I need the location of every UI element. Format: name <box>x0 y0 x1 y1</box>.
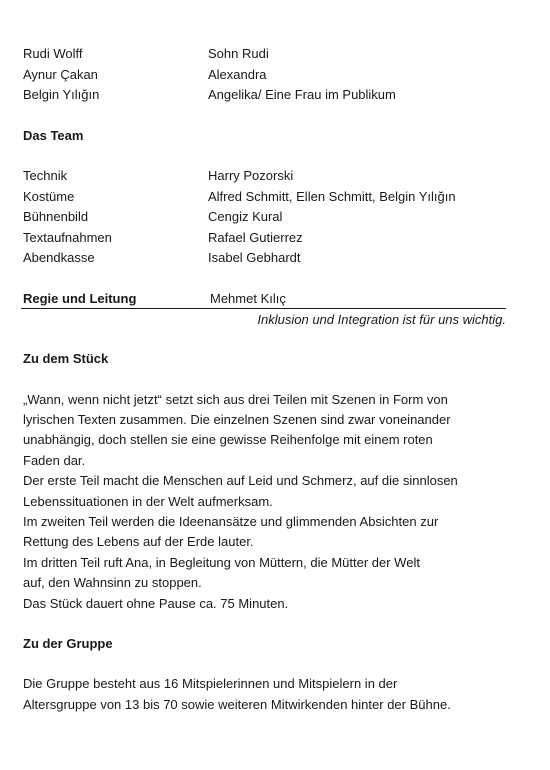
direction-row <box>21 289 506 310</box>
text-line: Lebenssituationen in der Welt aufmerksam. <box>23 493 273 509</box>
team-names: Alfred Schmitt, Ellen Schmitt, Belgin Yılığın <box>208 188 456 204</box>
text-line: Der erste Teil macht die Menschen auf Leid und Schmerz, auf die sinnlosen <box>23 473 458 489</box>
inclusion-note: Inklusion und Integration ist für uns wichtig. <box>257 312 506 327</box>
text-line: Im zweiten Teil werden die Ideenansätze und glimmenden Absichten zur <box>23 513 439 529</box>
cast-role: Sohn Rudi <box>208 46 269 61</box>
team-function: Abendkasse <box>23 250 95 265</box>
team-row <box>23 248 526 269</box>
team-function: Bühnenbild <box>23 209 89 224</box>
text-line: Rettung des Lebens auf der Erde lauter. <box>23 534 254 550</box>
text-line: Altersgruppe von 13 bis 70 sowie weiteren Mitwirkenden hinter der Bühne. <box>23 696 451 712</box>
team-row <box>23 187 526 208</box>
cast-list <box>23 44 526 106</box>
text-line: Das Stück dauert ohne Pause ca. 75 Minuten. <box>23 595 289 611</box>
direction-name: Mehmet Kılıç <box>210 290 286 306</box>
text-line: auf, den Wahnsinn zu stoppen. <box>23 575 202 591</box>
team-names: Rafael Gutierrez <box>208 229 303 245</box>
cast-row <box>23 44 526 65</box>
text-line: Die Gruppe besteht aus 16 Mitspielerinnen und Mitspielern in der <box>23 676 398 692</box>
team-row <box>23 166 526 187</box>
cast-role: Angelika/ Eine Frau im Publikum <box>208 87 396 102</box>
cast-actor: Rudi Wolff <box>23 46 83 61</box>
cast-actor: Belgin Yılığın <box>23 87 100 102</box>
team-function: Technik <box>23 168 68 183</box>
play-heading: Zu dem Stück <box>23 351 109 366</box>
team-heading: Das Team <box>23 127 84 143</box>
team-names: Isabel Gebhardt <box>208 250 301 265</box>
cast-role: Alexandra <box>208 66 267 82</box>
text-line: „Wann, wenn nicht jetzt“ setzt sich aus drei Teilen mit Szenen in Form von <box>23 391 448 407</box>
cast-row <box>23 65 526 86</box>
direction-label: Regie und Leitung <box>23 290 137 306</box>
text-line: Faden dar. <box>23 452 86 468</box>
team-row <box>23 207 526 228</box>
group-heading: Zu der Gruppe <box>23 635 113 651</box>
text-line: Im dritten Teil ruft Ana, in Begleitung von Müttern, die Mütter der Welt <box>23 554 420 570</box>
cast-actor: Aynur Çakan <box>23 66 98 82</box>
team-names: Cengiz Kural <box>208 209 283 224</box>
team-function: Textaufnahmen <box>23 229 112 245</box>
team-function: Kostüme <box>23 188 75 204</box>
text-line: lyrischen Texten zusammen. Die einzelnen Szenen sind zwar voneinander <box>23 411 451 427</box>
text-line: unabhängig, doch stellen sie eine gewisse Reihenfolge mit einem roten <box>23 432 433 448</box>
team-list <box>23 166 526 269</box>
group-description <box>23 674 523 715</box>
team-row <box>23 228 526 249</box>
play-description <box>23 390 523 614</box>
cast-row <box>23 85 526 106</box>
team-names: Harry Pozorski <box>208 168 294 183</box>
